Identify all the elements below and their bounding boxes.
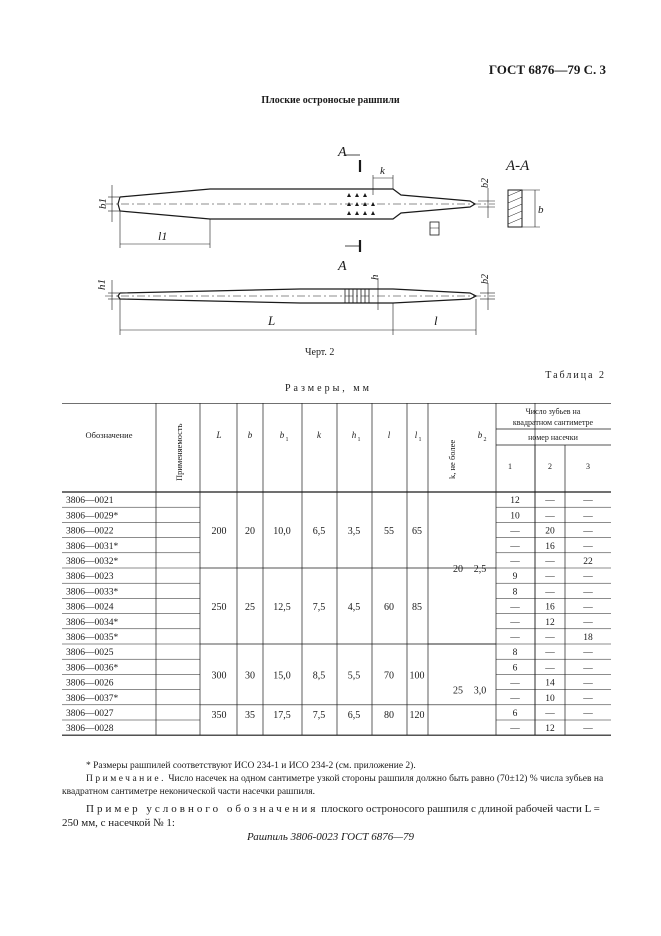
dim-L-label: L bbox=[268, 313, 276, 328]
table-row-teeth-2: — bbox=[545, 587, 555, 598]
table-row-teeth-1: 6 bbox=[512, 709, 518, 719]
table-row-teeth-2: 14 bbox=[545, 678, 555, 689]
dim-b-label: b bbox=[538, 204, 544, 216]
table-row-designation: 3806—0022 bbox=[66, 526, 114, 537]
header-b2-sub: 2 bbox=[483, 437, 487, 443]
example-code: Рашпиль 3806-0023 ГОСТ 6876—79 bbox=[246, 831, 415, 843]
table-row-teeth-1: 12 bbox=[510, 496, 520, 507]
table-row-teeth-3: 22 bbox=[583, 557, 593, 567]
table-group-b1: 10,0 bbox=[273, 526, 291, 537]
table-row-teeth-3: — bbox=[583, 572, 593, 583]
table-row-teeth-2: — bbox=[545, 663, 555, 674]
section-view bbox=[505, 158, 544, 227]
table-group-b: 25 bbox=[245, 602, 255, 613]
table-group-b: 30 bbox=[245, 670, 255, 682]
table-row-teeth-1: 9 bbox=[512, 572, 518, 583]
table-row-teeth-1: 6 bbox=[512, 663, 518, 674]
table-row-teeth-1: — bbox=[510, 633, 520, 643]
table-row-teeth-1: — bbox=[510, 602, 520, 613]
table-row-teeth-2: — bbox=[545, 709, 555, 719]
header-h1-sub: 1 bbox=[357, 437, 361, 443]
table-row-teeth-1: — bbox=[510, 724, 520, 735]
dimensions-table bbox=[62, 403, 611, 746]
section-title: Плоские остроносые рашпили bbox=[261, 95, 400, 106]
table-group-k: 7,5 bbox=[312, 709, 326, 721]
rasp-side-view bbox=[96, 274, 495, 335]
table-row-designation: 3806—0021 bbox=[66, 496, 114, 507]
table-group-L: 300 bbox=[211, 670, 227, 682]
table-group-k: 8,5 bbox=[312, 670, 326, 682]
table-row-teeth-1: — bbox=[510, 693, 520, 704]
sizes-label: Размеры, мм bbox=[285, 383, 372, 394]
header-b1-sub: 1 bbox=[285, 437, 289, 443]
header-b1: b bbox=[279, 430, 285, 440]
table-row-designation: 3806—0037* bbox=[66, 693, 119, 704]
table-row-teeth-2: — bbox=[545, 633, 555, 643]
table-row-designation: 3806—0026 bbox=[66, 678, 114, 689]
dim-h-label: h bbox=[369, 274, 381, 280]
table-row-teeth-1: 10 bbox=[510, 511, 520, 522]
table-row-teeth-3: — bbox=[583, 617, 593, 628]
table-group-l: 80 bbox=[384, 709, 394, 721]
header-teeth-line1: Число зубьев на bbox=[525, 407, 581, 416]
table-row-designation: 3806—0033* bbox=[66, 587, 119, 598]
table-row-teeth-2: 16 bbox=[545, 541, 555, 552]
note bbox=[62, 773, 610, 799]
table-row-teeth-3: — bbox=[583, 663, 593, 674]
table-row-teeth-3: — bbox=[583, 709, 593, 719]
table-row-teeth-1: — bbox=[510, 526, 520, 537]
header-b2: b bbox=[477, 430, 483, 440]
dim-l-label: l bbox=[434, 313, 438, 328]
table-row-teeth-3: — bbox=[583, 496, 593, 507]
table-row-designation: 3806—0035* bbox=[66, 633, 119, 643]
header-applicability: Применяемость bbox=[174, 423, 184, 481]
header-notch-3: 3 bbox=[586, 462, 590, 471]
table-row-designation: 3806—0028 bbox=[66, 724, 114, 735]
table-row-designation: 3806—0024 bbox=[66, 602, 114, 613]
table-label: Таблица 2 bbox=[545, 370, 606, 381]
table-group-h1: 5,5 bbox=[347, 670, 361, 682]
dim-h1-label: h1 bbox=[96, 279, 108, 290]
figure-caption: Черт. 2 bbox=[305, 347, 335, 358]
section-arrow-label-bottom: А bbox=[338, 259, 347, 274]
table-row-teeth-3: — bbox=[583, 648, 593, 659]
table-row-teeth-3: — bbox=[583, 511, 593, 522]
table-row-teeth-2: 16 bbox=[545, 602, 555, 613]
header-teeth-line2: квадратном сантиметре bbox=[512, 418, 594, 427]
notch-marks-icon bbox=[345, 289, 369, 303]
table-group-l1: 100 bbox=[409, 670, 425, 682]
table-row-teeth-3: 18 bbox=[583, 633, 593, 643]
footnote: * Размеры рашпилей соответствуют ИСО 234-1 и ИСО 234-2 (см. приложение 2). bbox=[86, 761, 416, 771]
header-l1: l bbox=[414, 430, 418, 440]
table-group-l: 70 bbox=[384, 670, 394, 682]
table-row-teeth-1: 8 bbox=[512, 587, 518, 598]
table-group-b2: 2,5 bbox=[473, 564, 487, 575]
table-row-designation: 3806—0036* bbox=[66, 663, 119, 674]
header-l1-sub: 1 bbox=[418, 437, 422, 443]
table-group-l1: 65 bbox=[412, 526, 422, 537]
table-row-teeth-2: — bbox=[545, 496, 555, 507]
table-row-designation: 3806—0034* bbox=[66, 617, 119, 628]
section-arrow-label-top: А bbox=[338, 145, 347, 160]
header-L: L bbox=[216, 430, 222, 440]
header-designation: Обозначение bbox=[85, 430, 133, 440]
example-text: плоского остроносого рашпиля с длиной рабочей части L = 250 мм, с насечкой № 1: bbox=[62, 803, 600, 829]
table-row-teeth-2: 12 bbox=[545, 724, 555, 735]
dim-l1-label: l1 bbox=[158, 229, 168, 243]
rasp-top-view bbox=[97, 145, 495, 274]
table-group-h1: 6,5 bbox=[347, 709, 361, 721]
table-row-teeth-2: 20 bbox=[545, 526, 555, 537]
table-row-teeth-1: — bbox=[510, 557, 520, 567]
table-group-h1: 3,5 bbox=[347, 526, 361, 537]
table-row-designation: 3806—0025 bbox=[66, 648, 114, 659]
table-group-l: 55 bbox=[384, 526, 394, 537]
table-row-teeth-1: — bbox=[510, 617, 520, 628]
table-row-teeth-2: — bbox=[545, 648, 555, 659]
header-l: l bbox=[387, 430, 391, 440]
table-group-L: 200 bbox=[211, 526, 227, 537]
header-notch-2: 2 bbox=[548, 462, 552, 471]
table-row-designation: 3806—0023 bbox=[66, 572, 114, 583]
table-group-L: 350 bbox=[211, 709, 227, 721]
table-row-teeth-2: — bbox=[545, 572, 555, 583]
header-notch-1: 1 bbox=[508, 462, 512, 471]
table-row-teeth-3: — bbox=[583, 526, 593, 537]
dim-b2-label-top: b2 bbox=[480, 178, 491, 188]
table-row-teeth-2: 12 bbox=[545, 617, 555, 628]
section-view-label: А-А bbox=[506, 158, 530, 174]
table-group-b: 20 bbox=[245, 526, 255, 537]
header-k-max: k, не более bbox=[447, 439, 457, 479]
table-row-teeth-3: — bbox=[583, 693, 593, 704]
table-row-teeth-3: — bbox=[583, 678, 593, 689]
dim-b1-label: b1 bbox=[97, 198, 109, 209]
table-row-teeth-1: 8 bbox=[512, 648, 518, 659]
table-group-k-max: 25 bbox=[453, 685, 463, 697]
table-group-l1: 120 bbox=[409, 709, 425, 721]
note-text: Число насечек на одном сантиметре узкой стороны рашпиля должно быть равно (70±12) % числа зубьев на квадратном сантиметре неконической части насечки рашпиля. bbox=[62, 774, 604, 797]
table-group-b2: 3,0 bbox=[473, 685, 487, 697]
table-group-b1: 17,5 bbox=[273, 709, 291, 721]
table-row-teeth-2: — bbox=[545, 557, 555, 567]
table-group-b: 35 bbox=[245, 709, 255, 721]
table-group-l: 60 bbox=[384, 602, 394, 613]
table-group-k: 7,5 bbox=[312, 602, 326, 613]
table-group-b1: 12,5 bbox=[273, 602, 291, 613]
table-row-teeth-3: — bbox=[583, 541, 593, 552]
table-group-b1: 15,0 bbox=[273, 670, 291, 682]
table-row-designation: 3806—0027 bbox=[66, 709, 114, 719]
table-row-designation: 3806—0029* bbox=[66, 511, 119, 522]
page-header: ГОСТ 6876—79 С. 3 bbox=[488, 62, 606, 77]
table-row-teeth-2: — bbox=[545, 511, 555, 522]
table-row-teeth-2: 10 bbox=[545, 693, 555, 704]
header-k: k bbox=[317, 430, 321, 440]
table-row-teeth-1: — bbox=[510, 678, 520, 689]
table-group-k-max: 20 bbox=[453, 564, 463, 575]
table-group-h1: 4,5 bbox=[347, 602, 361, 613]
header-h1: h bbox=[351, 430, 357, 440]
example bbox=[62, 802, 610, 830]
table-row-teeth-3: — bbox=[583, 724, 593, 735]
table-row-teeth-3: — bbox=[583, 602, 593, 613]
table-row-teeth-3: — bbox=[583, 587, 593, 598]
table-row-designation: 3806—0032* bbox=[66, 557, 119, 567]
dim-k-label: k bbox=[380, 165, 385, 177]
header-b: b bbox=[247, 430, 253, 440]
table-group-k: 6,5 bbox=[312, 526, 326, 537]
header-notch-number: номер насечки bbox=[528, 433, 578, 442]
table-row-designation: 3806—0031* bbox=[66, 541, 119, 552]
table-group-L: 250 bbox=[211, 602, 227, 613]
dim-b2-label-side: b2 bbox=[480, 274, 491, 284]
table-group-l1: 85 bbox=[412, 602, 422, 613]
table-row-teeth-1: — bbox=[510, 541, 520, 552]
note-head: Примечание. bbox=[86, 774, 166, 784]
rasp-drawing bbox=[60, 130, 560, 340]
example-head: Пример условного обозначения bbox=[86, 803, 319, 815]
